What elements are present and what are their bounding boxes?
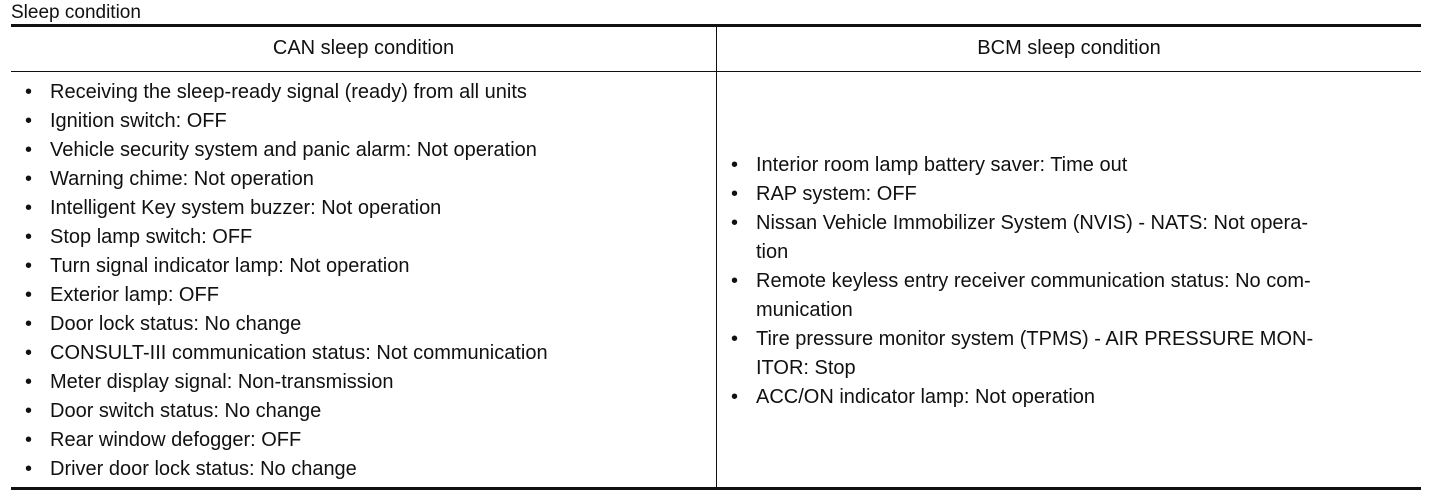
list-item bbox=[11, 310, 716, 339]
list-item bbox=[11, 223, 716, 252]
list-item-text: Receiving the sleep-ready signal (ready) from all units bbox=[50, 81, 527, 103]
list-item-text: Meter display signal: Non-transmission bbox=[50, 371, 394, 393]
bullet-icon: • bbox=[25, 458, 33, 480]
list-item bbox=[11, 78, 716, 107]
list-item-text: ACC/ON indicator lamp: Not operation bbox=[756, 385, 1096, 408]
list-item bbox=[717, 267, 1421, 325]
can-conditions-cell bbox=[11, 72, 716, 490]
bullet-icon: • bbox=[731, 269, 739, 292]
list-item-text: CONSULT-III communication status: Not communication bbox=[50, 342, 548, 364]
bullet-icon: • bbox=[25, 429, 33, 451]
list-item bbox=[11, 281, 716, 310]
list-item-text: Door switch status: No change bbox=[50, 400, 322, 422]
list-item-text: Driver door lock status: No change bbox=[50, 458, 357, 480]
bullet-icon: • bbox=[731, 211, 739, 234]
bullet-icon: • bbox=[731, 153, 739, 176]
list-item bbox=[717, 180, 1421, 209]
list-item-text: Stop lamp switch: OFF bbox=[50, 226, 253, 248]
list-item-text: Turn signal indicator lamp: Not operation bbox=[50, 255, 410, 277]
bullet-icon: • bbox=[25, 197, 33, 219]
bullet-icon: • bbox=[731, 327, 739, 350]
list-item bbox=[717, 209, 1421, 267]
header-can-sleep-condition: CAN sleep condition bbox=[272, 37, 455, 59]
bullet-icon: • bbox=[25, 313, 33, 335]
bullet-icon: • bbox=[25, 139, 33, 161]
list-item-text: RAP system: OFF bbox=[756, 182, 917, 205]
list-item bbox=[717, 383, 1421, 412]
bullet-icon: • bbox=[25, 371, 33, 393]
list-item-text: Intelligent Key system buzzer: Not operation bbox=[50, 197, 442, 219]
bullet-icon: • bbox=[25, 342, 33, 364]
header-bcm-sleep-condition: BCM sleep condition bbox=[977, 37, 1161, 59]
list-item-text: Warning chime: Not operation bbox=[50, 168, 314, 190]
list-item-text: Remote keyless entry receiver communication status: No com- munication bbox=[756, 269, 1311, 321]
list-item bbox=[11, 455, 716, 484]
bullet-icon: • bbox=[731, 385, 739, 408]
list-item bbox=[717, 325, 1421, 383]
list-item bbox=[11, 136, 716, 165]
table-caption: Sleep condition bbox=[11, 2, 141, 23]
list-item bbox=[11, 339, 716, 368]
bullet-icon: • bbox=[25, 400, 33, 422]
list-item-text: Tire pressure monitor system (TPMS) - AIR PRESSURE MON- ITOR: Stop bbox=[756, 327, 1314, 379]
list-item-text: Interior room lamp battery saver: Time out bbox=[756, 153, 1128, 176]
bullet-icon: • bbox=[25, 110, 33, 132]
can-conditions-list bbox=[11, 72, 716, 484]
bullet-icon: • bbox=[731, 182, 739, 205]
list-item bbox=[11, 426, 716, 455]
sleep-condition-table bbox=[11, 24, 1421, 490]
bcm-conditions-list bbox=[717, 151, 1421, 412]
list-item bbox=[11, 107, 716, 136]
list-item-text: Exterior lamp: OFF bbox=[50, 284, 219, 306]
list-item-text: Rear window defogger: OFF bbox=[50, 429, 302, 451]
list-item bbox=[11, 368, 716, 397]
list-item-text: Door lock status: No change bbox=[50, 313, 302, 335]
bullet-icon: • bbox=[25, 226, 33, 248]
list-item bbox=[717, 151, 1421, 180]
bullet-icon: • bbox=[25, 81, 33, 103]
list-item bbox=[11, 165, 716, 194]
list-item-text: Vehicle security system and panic alarm: Not operation bbox=[50, 139, 537, 161]
list-item bbox=[11, 397, 716, 426]
bullet-icon: • bbox=[25, 284, 33, 306]
bullet-icon: • bbox=[25, 168, 33, 190]
list-item bbox=[11, 194, 716, 223]
list-item-text: Ignition switch: OFF bbox=[50, 110, 227, 132]
bcm-conditions-cell bbox=[717, 72, 1421, 490]
list-item-text: Nissan Vehicle Immobilizer System (NVIS) - NATS: Not opera- tion bbox=[756, 211, 1309, 263]
bullet-icon: • bbox=[25, 255, 33, 277]
list-item bbox=[11, 252, 716, 281]
